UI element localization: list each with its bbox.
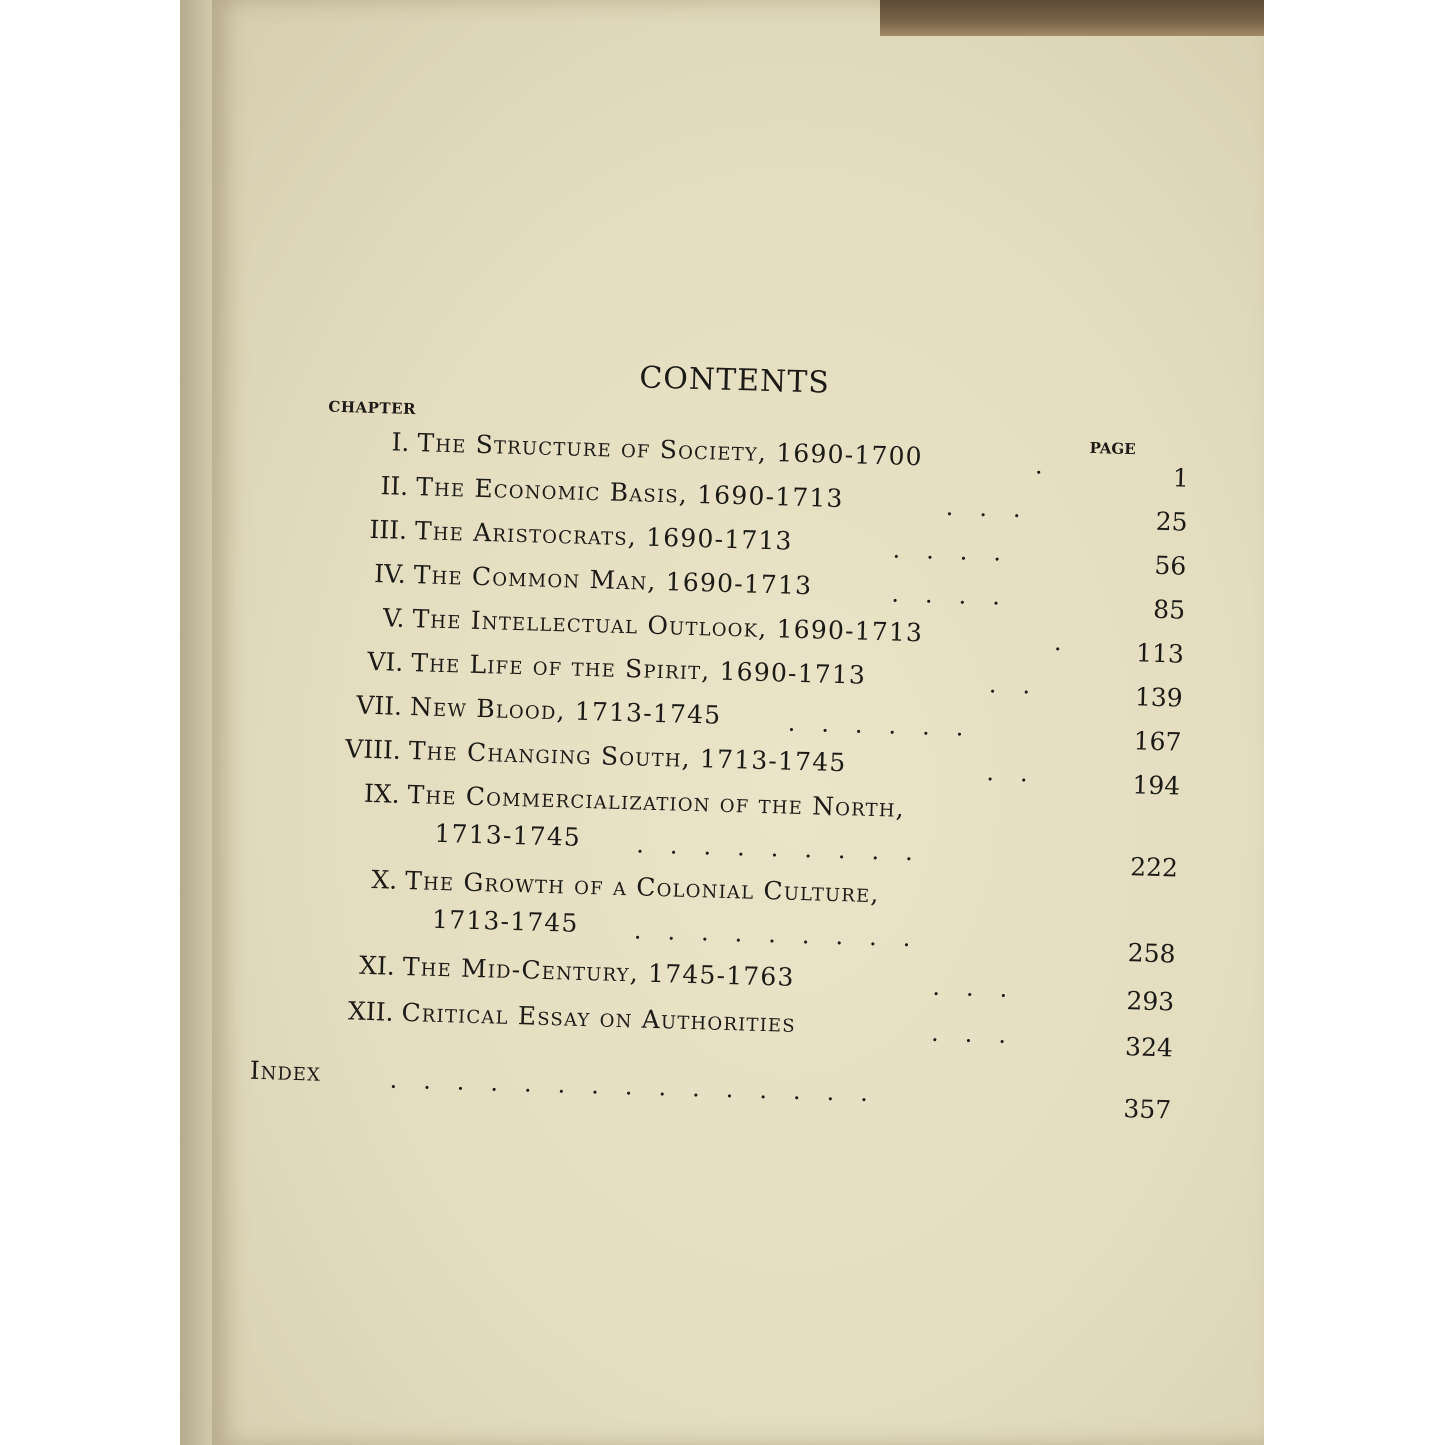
page-number: 25 [1155,506,1188,537]
chapter-title: The Economic Basis, 1690-1713 [415,472,845,514]
index-label: Index [249,1055,322,1087]
page-number: 258 [1127,938,1176,969]
page-number: 167 [1133,726,1182,757]
chapter-number: III. [369,514,408,545]
chapter-column-label: CHAPTER [328,397,417,419]
page-title: CONTENTS [638,360,831,401]
chapter-title: The Growth of a Colonial Culture, [404,865,881,909]
page-number: 194 [1132,770,1181,801]
chapter-title-continued: 1713-1745 [431,904,580,938]
leader-dots: . [1034,451,1070,481]
chapter-number: V. [382,603,405,633]
chapter-title: New Blood, 1713-1745 [409,692,722,730]
page-number: 56 [1154,550,1187,581]
leader-dots: .... [892,535,1028,568]
page-number: 222 [1129,852,1179,883]
leader-dots: ... [945,492,1048,524]
chapter-number: XII. [347,996,394,1027]
chapter-title: The Structure of Society, 1690-1700 [417,428,924,472]
leader-dots: .... [891,579,1027,612]
page-number: 324 [1124,1032,1174,1063]
page-number: 85 [1152,594,1186,625]
chapter-title: The Mid-Century, 1745-1763 [402,951,796,992]
chapter-number: XI. [358,950,396,981]
leader-dots: ......... [635,830,940,867]
leader-dots: .. [986,758,1055,789]
chapter-title: Critical Essay on Authorities [401,997,797,1038]
toc-row-index [249,1056,1190,1126]
chapter-number: IX. [363,778,401,809]
chapter-title: The Commercialization of the North, [407,780,906,823]
page-number: 139 [1134,682,1184,713]
page-number: 293 [1126,986,1175,1017]
page-number: 113 [1135,638,1185,669]
chapter-title: The Life of the Spirit, 1690-1713 [410,648,867,690]
chapter-number: I. [391,427,410,457]
page-number: 357 [1123,1094,1172,1125]
chapter-number: VIII. [344,734,402,765]
chapter-number: VII. [355,690,403,721]
leader-dots: ............... [389,1065,895,1108]
chapter-title: The Aristocrats, 1690-1713 [414,516,794,556]
table-surface [880,0,1264,36]
chapter-title: The Common Man, 1690-1713 [413,560,813,601]
chapter-title: The Intellectual Outlook, 1690-1713 [412,604,924,648]
chapter-number: X. [371,865,398,895]
page-column-label: PAGE [1089,438,1136,459]
chapter-number: VI. [367,646,404,677]
chapter-title-continued: 1713-1745 [434,818,582,852]
leader-dots: ... [930,1018,1033,1050]
leader-dots: ...... [787,708,990,743]
chapter-number: II. [380,471,409,501]
chapter-number: IV. [373,559,407,589]
leader-dots: ... [932,972,1034,1004]
page-number: 1 [1172,463,1190,493]
table-of-contents [248,350,1210,1176]
leader-dots: ......... [633,916,937,953]
chapter-title: The Changing South, 1713-1745 [408,736,847,778]
leader-dots: . [1053,628,1089,657]
leader-dots: .. [988,670,1057,701]
